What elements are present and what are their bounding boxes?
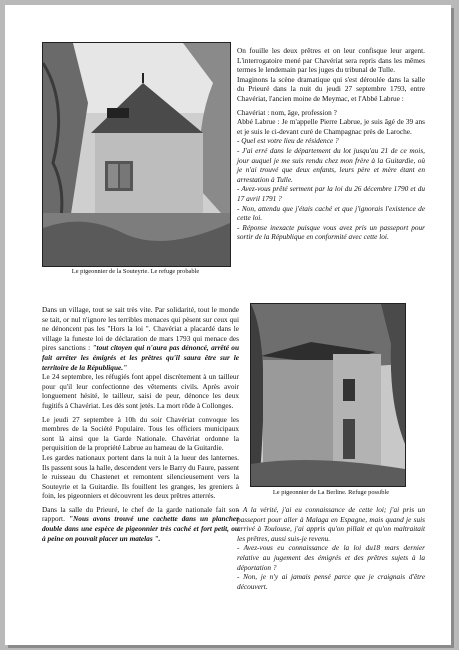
paragraph: Les gardes nationaux portent dans la nuit à la lueur des lanternes. Ils passent sous la halle, descendent vers le Barry du Faure, passent le ruisseau du Chastenet et remontent silencieusement vers la Souteyrie et la Guitardie. Ils fouillent les granges, les greniers à foin, les pigeonniers et découvrent les deux prêtres atterrés.	[42, 452, 239, 501]
dialogue-line: Abbé Labrue : Je m'appelle Pierre Labrue, je suis âgé de 39 ans et je suis le ci-devant curé de Champagnac près de Laroche.	[237, 117, 425, 136]
interrogation-dialogue	[237, 108, 425, 242]
dialogue-line: - A la vérité, j'ai eu connaissance de cette loi; j'ai pris un passeport pour aller à Malaga en Espagne, mais quand je suis arrivé à Toulouse, j'ai appris qu'on pillait et qu'on maltraitait les prêtres, aussi suis-je revenu.	[237, 505, 425, 543]
dialogue-line: - Avez-vous eu connaissance de la loi du18 mars dernier relative au jugement des émigrés et des prêtres sujets à la déportation ?	[237, 543, 425, 572]
paragraph	[42, 305, 239, 372]
dialogue-line: Chavériat : nom, âge, profession ?	[237, 107, 337, 117]
interrogation-dialogue-continued	[237, 505, 425, 591]
right-column-top	[237, 46, 425, 242]
left-column	[42, 305, 239, 543]
dialogue-line: - Avez-vous prêté serment par la loi du 26 décembre 1790 et du 17 avril 1791 ?	[237, 184, 425, 203]
document-page	[5, 5, 451, 645]
paragraph: Imaginons la scène dramatique qui s'est déroulée dans la salle du Prieuré dans la nuit du jeudi 27 septembre 1793, entre Chavériat, l'ancien moine de Meymac, et l'Abbé Labrue :	[237, 74, 425, 103]
pigeonnier-berline-image	[251, 304, 405, 486]
dialogue-line: - J'ai erré dans le département du lot jusqu'au 21 de ce mois, jour auquel je me suis rendu chez mon frère à la Guitardie, où je n'ai trouvé que deux enfants, leurs père et mère étant en arrestation à Tulle.	[237, 145, 425, 184]
photo2-caption: Le pigeonnier de La Berline. Refuge possible	[272, 489, 390, 496]
photo-pigeonnier-souteyrie	[42, 42, 231, 267]
law-quote: "tout citoyen qui n'aura pas dénoncé, arrêté ou fait arrêter les émigrés et les prêtres qu'il saura être sur le territoire de la République."	[42, 343, 240, 372]
dialogue-line: - Réponse inexacte puisque vous avez pris un passeport pour sortir de la République en conformité avec cette loi.	[237, 222, 425, 242]
report-quote: "Nous avons trouvé une cachette dans un plancher double dans une espèce de pigeonnier très caché et fort petit, ou à peine on pouvait placer un matelas ".	[42, 514, 239, 543]
paragraph	[42, 505, 239, 543]
paragraph: Le jeudi 27 septembre à 10h du soir Chavériat convoque les membres de la Société Populaire. Tous les officiers municipaux sont là ainsi que la Garde Nationale. Chavériat ordonne la perquisition de la propriété Labrue au hameau de la Guitardie.	[42, 414, 239, 453]
photo1-caption: Le pigeonnier de la Souteyrie. Le refuge probable	[71, 268, 200, 275]
dialogue-line: - Non, attendu que j'étais caché et que j'ignorais l'existence de cette loi.	[237, 203, 425, 223]
dialogue-line: - Non, je n'y ai jamais pensé parce que je craignais d'être découvert.	[237, 572, 425, 591]
pigeonnier-souteyrie-image	[43, 43, 230, 266]
paragraph: On fouille les deux prêtres et on leur confisque leur argent. L'interrogatoire mené par Chavériat sera repris dans les mêmes termes le lendemain par les juges du tribunal de Tulle.	[237, 46, 425, 75]
paragraph: Le 24 septembre, les réfugiés font appel discrètement à un tailleur pour qu'il leur confectionne des vêtements civils. Après avoir longuement hésité, le tailleur, saisi de peur, dénonce les deux fugitifs à Chavériat. Les dés sont jetés. La mort rôde à Collonges.	[42, 372, 239, 410]
dialogue-line: - Quel est votre lieu de résidence ?	[237, 136, 339, 146]
paragraph-text: Dans un village, tout se sait très vite. Par solidarité, tout le monde se tait, or nul n'ignore les terribles menaces qui pèsent sur ceux qui ne dénoncent pas les "Hors la loi ". Chavériat a placardé dans le village la funeste loi de déclaration de mars 1793 qui menace des pires sanctions :	[42, 305, 239, 353]
photo-pigeonnier-berline	[250, 303, 406, 487]
paragraph-text: Dans la salle du Prieuré, le chef de la garde nationale fait son rapport.	[42, 504, 239, 524]
